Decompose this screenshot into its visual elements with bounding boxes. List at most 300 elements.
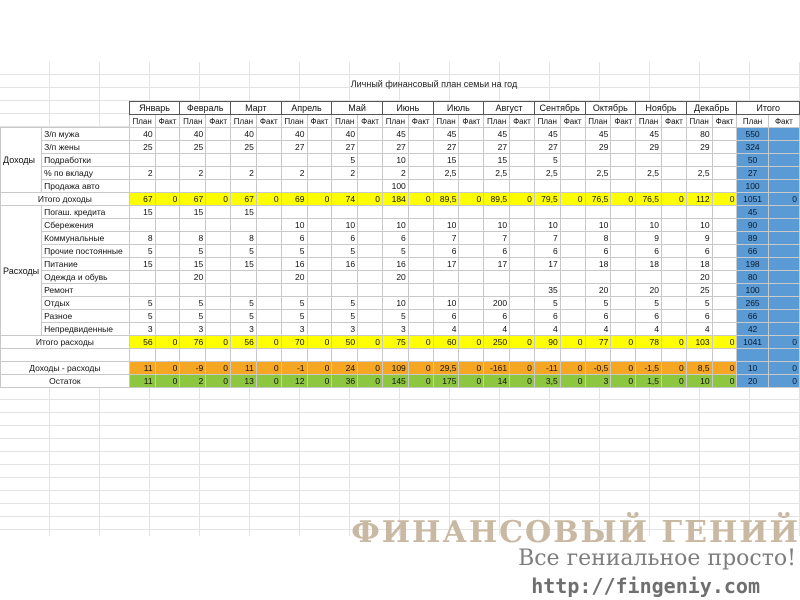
fact-cell[interactable] [155, 310, 180, 323]
summary-value[interactable]: 103 [686, 336, 712, 349]
fact-cell[interactable] [712, 219, 737, 232]
plan-cell[interactable]: 5 [231, 245, 257, 258]
fact-cell[interactable] [560, 206, 585, 219]
plan-cell[interactable]: 3 [382, 323, 408, 336]
plan-cell[interactable]: 10 [433, 219, 459, 232]
total-plan-cell[interactable]: 10 [737, 362, 768, 375]
fact-header[interactable]: Факт [768, 115, 799, 128]
fact-cell[interactable] [358, 297, 383, 310]
summary-value[interactable]: 0 [510, 362, 535, 375]
fact-cell[interactable] [611, 297, 636, 310]
plan-cell[interactable]: 4 [686, 323, 712, 336]
plan-cell[interactable]: 4 [585, 323, 611, 336]
fact-cell[interactable] [510, 167, 535, 180]
plan-cell[interactable]: 5 [332, 310, 358, 323]
fact-cell[interactable] [661, 297, 686, 310]
fact-cell[interactable] [661, 258, 686, 271]
empty-cell[interactable] [661, 349, 686, 362]
fact-cell[interactable] [307, 154, 332, 167]
summary-value[interactable]: 2 [180, 375, 206, 388]
row-label[interactable]: Сбережения [42, 219, 130, 232]
fact-cell[interactable] [256, 206, 281, 219]
summary-value[interactable]: 50 [332, 336, 358, 349]
fact-cell[interactable] [358, 258, 383, 271]
fact-header[interactable]: Факт [206, 115, 231, 128]
row-label[interactable]: Непредвиденные [42, 323, 130, 336]
summary-value[interactable]: 67 [231, 193, 257, 206]
summary-value[interactable]: 0 [459, 193, 484, 206]
row-label[interactable]: Одежда и обувь [42, 271, 130, 284]
fact-cell[interactable] [712, 271, 737, 284]
plan-cell[interactable]: 27 [484, 141, 510, 154]
plan-cell[interactable]: 10 [332, 219, 358, 232]
plan-cell[interactable]: 5 [281, 310, 307, 323]
month-header[interactable]: Октябрь [585, 102, 636, 115]
fact-cell[interactable] [611, 245, 636, 258]
plan-cell[interactable]: 45 [585, 128, 611, 141]
summary-value[interactable]: 0 [155, 336, 180, 349]
fact-cell[interactable] [307, 297, 332, 310]
fact-cell[interactable] [307, 245, 332, 258]
total-plan-cell[interactable]: 324 [737, 141, 768, 154]
fact-cell[interactable] [459, 284, 484, 297]
empty-cell[interactable] [382, 349, 408, 362]
empty-cell[interactable] [231, 349, 257, 362]
summary-value[interactable]: 0 [611, 362, 636, 375]
month-header[interactable]: Июнь [382, 102, 433, 115]
total-plan-cell[interactable]: 198 [737, 258, 768, 271]
fact-cell[interactable] [206, 141, 231, 154]
plan-cell[interactable]: 15 [180, 206, 206, 219]
summary-value[interactable]: 69 [281, 193, 307, 206]
fact-cell[interactable] [206, 297, 231, 310]
plan-cell[interactable] [231, 219, 257, 232]
summary-value[interactable]: 0 [358, 193, 383, 206]
plan-cell[interactable]: 4 [534, 323, 560, 336]
summary-value[interactable]: 0 [256, 375, 281, 388]
total-plan-cell[interactable] [737, 349, 768, 362]
summary-value[interactable]: 0 [155, 193, 180, 206]
summary-value[interactable]: 13 [231, 375, 257, 388]
fact-cell[interactable] [510, 141, 535, 154]
total-fact-cell[interactable] [768, 154, 799, 167]
plan-cell[interactable]: 5 [231, 297, 257, 310]
fact-cell[interactable] [256, 167, 281, 180]
plan-cell[interactable]: 15 [129, 258, 155, 271]
plan-cell[interactable]: 5 [281, 245, 307, 258]
summary-value[interactable]: 14 [484, 375, 510, 388]
fact-cell[interactable] [560, 245, 585, 258]
fact-cell[interactable] [307, 167, 332, 180]
empty-cell[interactable] [534, 349, 560, 362]
fact-cell[interactable] [611, 271, 636, 284]
fact-cell[interactable] [206, 310, 231, 323]
month-header[interactable]: Январь [129, 102, 180, 115]
total-plan-cell[interactable]: 1051 [737, 193, 768, 206]
fact-cell[interactable] [459, 141, 484, 154]
plan-cell[interactable]: 25 [180, 141, 206, 154]
fact-cell[interactable] [510, 206, 535, 219]
plan-cell[interactable]: 40 [180, 128, 206, 141]
empty-cell[interactable] [636, 349, 662, 362]
plan-cell[interactable] [636, 180, 662, 193]
fact-cell[interactable] [712, 258, 737, 271]
total-plan-cell[interactable]: 45 [737, 206, 768, 219]
summary-value[interactable]: 0 [560, 193, 585, 206]
fact-cell[interactable] [358, 219, 383, 232]
summary-value[interactable]: 0 [611, 336, 636, 349]
summary-value[interactable]: 0 [560, 375, 585, 388]
fact-cell[interactable] [206, 154, 231, 167]
fact-header[interactable]: Факт [712, 115, 737, 128]
fact-cell[interactable] [408, 310, 433, 323]
row-label[interactable]: З/п мужа [42, 128, 130, 141]
plan-cell[interactable]: 10 [534, 219, 560, 232]
total-fact-cell[interactable]: 0 [768, 336, 799, 349]
fact-cell[interactable] [408, 245, 433, 258]
plan-cell[interactable]: 3 [332, 323, 358, 336]
fact-cell[interactable] [611, 284, 636, 297]
plan-header[interactable]: План [737, 115, 768, 128]
fact-cell[interactable] [256, 141, 281, 154]
fact-cell[interactable] [611, 154, 636, 167]
row-label[interactable]: Ремонт [42, 284, 130, 297]
plan-cell[interactable]: 6 [433, 245, 459, 258]
plan-cell[interactable]: 7 [484, 232, 510, 245]
plan-cell[interactable]: 40 [231, 128, 257, 141]
empty-cell[interactable] [433, 349, 459, 362]
fact-cell[interactable] [256, 323, 281, 336]
summary-value[interactable]: 0 [408, 362, 433, 375]
plan-cell[interactable] [180, 154, 206, 167]
plan-cell[interactable]: 45 [636, 128, 662, 141]
fact-cell[interactable] [510, 271, 535, 284]
plan-cell[interactable]: 15 [231, 258, 257, 271]
fact-cell[interactable] [661, 323, 686, 336]
summary-value[interactable]: 250 [484, 336, 510, 349]
fact-cell[interactable] [510, 219, 535, 232]
summary-label[interactable]: Остаток [1, 375, 130, 388]
plan-cell[interactable]: 15 [129, 206, 155, 219]
fact-header[interactable]: Факт [661, 115, 686, 128]
fact-cell[interactable] [661, 206, 686, 219]
fact-cell[interactable] [155, 141, 180, 154]
summary-value[interactable]: 29,5 [433, 362, 459, 375]
total-plan-cell[interactable]: 80 [737, 271, 768, 284]
empty-cell[interactable] [256, 349, 281, 362]
fact-cell[interactable] [611, 128, 636, 141]
plan-cell[interactable]: 20 [585, 284, 611, 297]
fact-cell[interactable] [459, 258, 484, 271]
plan-cell[interactable]: 5 [534, 154, 560, 167]
plan-cell[interactable] [180, 284, 206, 297]
plan-header[interactable]: План [180, 115, 206, 128]
fact-cell[interactable] [155, 271, 180, 284]
fact-cell[interactable] [408, 128, 433, 141]
fact-cell[interactable] [206, 219, 231, 232]
plan-cell[interactable]: 200 [484, 297, 510, 310]
plan-cell[interactable] [281, 180, 307, 193]
total-header[interactable]: Итого [737, 102, 800, 115]
plan-cell[interactable]: 6 [686, 310, 712, 323]
total-fact-cell[interactable] [768, 219, 799, 232]
fact-cell[interactable] [256, 245, 281, 258]
summary-value[interactable]: 76,5 [585, 193, 611, 206]
fact-cell[interactable] [358, 154, 383, 167]
empty-cell[interactable] [408, 349, 433, 362]
fact-cell[interactable] [510, 297, 535, 310]
plan-cell[interactable]: 6 [534, 310, 560, 323]
summary-value[interactable]: 0 [307, 193, 332, 206]
fact-cell[interactable] [256, 271, 281, 284]
fact-cell[interactable] [307, 128, 332, 141]
fact-cell[interactable] [712, 284, 737, 297]
plan-cell[interactable] [332, 206, 358, 219]
fact-cell[interactable] [611, 167, 636, 180]
total-plan-cell[interactable]: 50 [737, 154, 768, 167]
fact-cell[interactable] [560, 323, 585, 336]
plan-cell[interactable]: 2 [332, 167, 358, 180]
summary-value[interactable]: 0 [560, 362, 585, 375]
summary-value[interactable]: 0 [459, 375, 484, 388]
summary-value[interactable]: -161 [484, 362, 510, 375]
fact-header[interactable]: Факт [560, 115, 585, 128]
summary-value[interactable]: 89,5 [484, 193, 510, 206]
fact-cell[interactable] [560, 219, 585, 232]
empty-cell[interactable] [686, 349, 712, 362]
fact-cell[interactable] [206, 323, 231, 336]
plan-cell[interactable]: 5 [129, 310, 155, 323]
fact-cell[interactable] [459, 245, 484, 258]
total-plan-cell[interactable]: 100 [737, 180, 768, 193]
row-label[interactable]: Погаш. кредита [42, 206, 130, 219]
summary-value[interactable]: -11 [534, 362, 560, 375]
plan-cell[interactable]: 4 [433, 323, 459, 336]
plan-cell[interactable]: 2 [180, 167, 206, 180]
plan-cell[interactable]: 27 [281, 141, 307, 154]
plan-cell[interactable] [636, 154, 662, 167]
plan-cell[interactable]: 5 [129, 297, 155, 310]
empty-cell[interactable] [510, 349, 535, 362]
row-label[interactable]: Коммунальные [42, 232, 130, 245]
fact-cell[interactable] [307, 310, 332, 323]
plan-cell[interactable]: 5 [129, 245, 155, 258]
summary-value[interactable]: 0 [510, 336, 535, 349]
fact-header[interactable]: Факт [307, 115, 332, 128]
plan-header[interactable]: План [686, 115, 712, 128]
plan-cell[interactable]: 20 [636, 284, 662, 297]
plan-cell[interactable]: 5 [332, 245, 358, 258]
summary-value[interactable]: 0 [611, 193, 636, 206]
fact-cell[interactable] [307, 219, 332, 232]
empty-cell[interactable] [180, 349, 206, 362]
fact-cell[interactable] [358, 167, 383, 180]
summary-label[interactable]: Итого расходы [1, 336, 130, 349]
row-label[interactable]: Питание [42, 258, 130, 271]
plan-cell[interactable]: 3 [281, 323, 307, 336]
fact-cell[interactable] [510, 180, 535, 193]
blank-cell[interactable] [1, 102, 130, 115]
summary-value[interactable]: 0 [560, 336, 585, 349]
total-plan-cell[interactable]: 42 [737, 323, 768, 336]
fact-cell[interactable] [307, 141, 332, 154]
empty-cell[interactable] [585, 349, 611, 362]
summary-value[interactable]: 0 [206, 375, 231, 388]
total-plan-cell[interactable]: 1041 [737, 336, 768, 349]
fact-cell[interactable] [358, 180, 383, 193]
fact-cell[interactable] [256, 258, 281, 271]
fact-cell[interactable] [712, 141, 737, 154]
plan-cell[interactable] [129, 154, 155, 167]
plan-cell[interactable]: 5 [382, 310, 408, 323]
summary-value[interactable]: 0 [459, 362, 484, 375]
plan-cell[interactable]: 27 [332, 141, 358, 154]
plan-cell[interactable]: 18 [636, 258, 662, 271]
summary-value[interactable]: -1 [281, 362, 307, 375]
summary-value[interactable]: 0 [661, 375, 686, 388]
summary-value[interactable]: 12 [281, 375, 307, 388]
fact-cell[interactable] [408, 323, 433, 336]
fact-header[interactable]: Факт [155, 115, 180, 128]
row-label[interactable]: % по вкладу [42, 167, 130, 180]
empty-cell[interactable] [206, 349, 231, 362]
row-label[interactable]: Разное [42, 310, 130, 323]
plan-cell[interactable]: 15 [484, 154, 510, 167]
fact-cell[interactable] [256, 180, 281, 193]
summary-value[interactable]: 0 [408, 193, 433, 206]
summary-value[interactable]: 0 [358, 336, 383, 349]
fact-cell[interactable] [358, 310, 383, 323]
summary-value[interactable]: 0 [307, 375, 332, 388]
fact-header[interactable]: Факт [408, 115, 433, 128]
plan-cell[interactable]: 40 [281, 128, 307, 141]
total-fact-cell[interactable] [768, 245, 799, 258]
fact-cell[interactable] [256, 284, 281, 297]
plan-cell[interactable]: 3 [129, 323, 155, 336]
plan-cell[interactable] [636, 271, 662, 284]
fact-cell[interactable] [358, 245, 383, 258]
fact-cell[interactable] [408, 180, 433, 193]
plan-cell[interactable] [636, 206, 662, 219]
fact-cell[interactable] [459, 297, 484, 310]
summary-value[interactable]: 90 [534, 336, 560, 349]
summary-value[interactable]: 0 [459, 336, 484, 349]
fact-cell[interactable] [611, 258, 636, 271]
plan-cell[interactable]: 4 [636, 323, 662, 336]
plan-cell[interactable]: 10 [484, 219, 510, 232]
plan-cell[interactable]: 5 [332, 297, 358, 310]
plan-header[interactable]: План [484, 115, 510, 128]
plan-cell[interactable] [382, 284, 408, 297]
summary-value[interactable]: 24 [332, 362, 358, 375]
row-label[interactable]: З/п жены [42, 141, 130, 154]
fact-cell[interactable] [560, 128, 585, 141]
fact-cell[interactable] [155, 258, 180, 271]
plan-cell[interactable]: 6 [484, 245, 510, 258]
fact-cell[interactable] [408, 258, 433, 271]
fact-cell[interactable] [408, 167, 433, 180]
fact-cell[interactable] [358, 271, 383, 284]
fact-cell[interactable] [661, 245, 686, 258]
fact-cell[interactable] [611, 180, 636, 193]
fact-cell[interactable] [510, 154, 535, 167]
fact-cell[interactable] [661, 310, 686, 323]
fact-header[interactable]: Факт [459, 115, 484, 128]
fact-cell[interactable] [408, 206, 433, 219]
plan-cell[interactable]: 40 [332, 128, 358, 141]
plan-cell[interactable]: 10 [382, 154, 408, 167]
plan-cell[interactable]: 25 [686, 284, 712, 297]
fact-cell[interactable] [155, 128, 180, 141]
fact-cell[interactable] [661, 141, 686, 154]
fact-cell[interactable] [408, 271, 433, 284]
fact-cell[interactable] [712, 232, 737, 245]
fact-cell[interactable] [712, 206, 737, 219]
fact-cell[interactable] [661, 180, 686, 193]
plan-cell[interactable] [382, 206, 408, 219]
summary-value[interactable]: 0 [206, 336, 231, 349]
plan-header[interactable]: План [281, 115, 307, 128]
summary-value[interactable]: 74 [332, 193, 358, 206]
plan-cell[interactable]: 27 [534, 141, 560, 154]
total-fact-cell[interactable]: 0 [768, 193, 799, 206]
fact-cell[interactable] [206, 206, 231, 219]
plan-cell[interactable]: 6 [636, 245, 662, 258]
total-plan-cell[interactable]: 100 [737, 284, 768, 297]
plan-cell[interactable]: 5 [180, 245, 206, 258]
fact-cell[interactable] [206, 245, 231, 258]
fact-cell[interactable] [459, 310, 484, 323]
summary-value[interactable]: 0 [611, 375, 636, 388]
plan-cell[interactable]: 20 [686, 271, 712, 284]
summary-value[interactable]: 0 [510, 375, 535, 388]
total-fact-cell[interactable] [768, 206, 799, 219]
fact-cell[interactable] [358, 128, 383, 141]
plan-cell[interactable]: 6 [484, 310, 510, 323]
fact-cell[interactable] [459, 232, 484, 245]
plan-cell[interactable] [281, 284, 307, 297]
plan-cell[interactable]: 45 [534, 128, 560, 141]
summary-value[interactable]: 0 [510, 193, 535, 206]
fact-cell[interactable] [358, 232, 383, 245]
fact-cell[interactable] [307, 284, 332, 297]
fact-cell[interactable] [307, 271, 332, 284]
fact-cell[interactable] [560, 232, 585, 245]
summary-value[interactable]: 78 [636, 336, 662, 349]
plan-cell[interactable] [433, 271, 459, 284]
empty-cell[interactable] [560, 349, 585, 362]
plan-cell[interactable] [484, 284, 510, 297]
fact-cell[interactable] [560, 141, 585, 154]
total-fact-cell[interactable] [768, 284, 799, 297]
summary-value[interactable]: 0 [358, 375, 383, 388]
summary-value[interactable]: 0 [256, 193, 281, 206]
row-label[interactable]: Прочие постоянные [42, 245, 130, 258]
summary-value[interactable]: 0 [307, 362, 332, 375]
summary-value[interactable]: 70 [281, 336, 307, 349]
summary-value[interactable]: -1,5 [636, 362, 662, 375]
month-header[interactable]: Декабрь [686, 102, 737, 115]
plan-cell[interactable]: 6 [534, 245, 560, 258]
plan-cell[interactable] [585, 154, 611, 167]
plan-cell[interactable]: 16 [332, 258, 358, 271]
total-fact-cell[interactable] [768, 258, 799, 271]
plan-cell[interactable] [433, 180, 459, 193]
plan-cell[interactable]: 5 [534, 297, 560, 310]
fact-cell[interactable] [408, 232, 433, 245]
plan-cell[interactable]: 6 [636, 310, 662, 323]
fact-cell[interactable] [661, 232, 686, 245]
